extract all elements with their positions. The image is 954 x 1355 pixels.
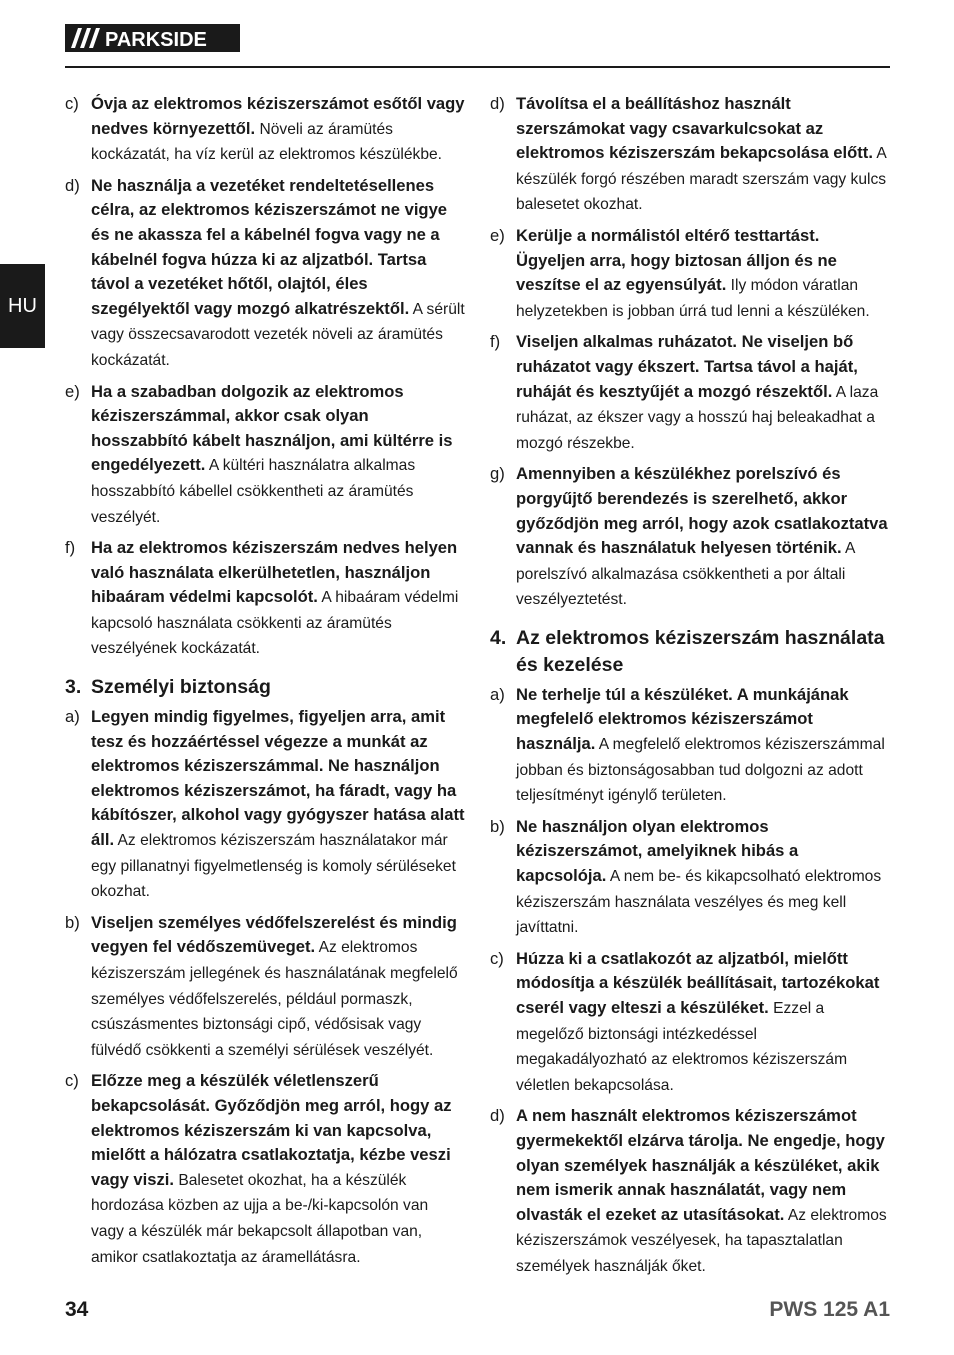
- page-footer: [65, 1298, 890, 1328]
- item-letter: g): [490, 464, 505, 484]
- item-letter: f): [65, 538, 76, 558]
- item-letter: d): [490, 1106, 505, 1126]
- item-bold-text: Legyen mindig figyelmes, figyeljen arra, amit tesz és hozzáértéssel végezze a munkát az elektromos kéziszerszámmal. Ne használjon elektromos kéziszerszámot, ha fáradt, vagy ha kábítószer, alkohol vagy gyógyszer hatása alatt áll.: [91, 707, 465, 850]
- list-item: [65, 536, 465, 662]
- item-letter: c): [65, 1071, 79, 1091]
- item-letter: a): [490, 684, 505, 704]
- item-letter: c): [65, 94, 79, 113]
- item-normal-text: A porelszívó alkalmazása csökkentheti a por általi veszélyeztetést.: [516, 540, 855, 609]
- item-normal-text: Balesetet okozhat, ha a készülék hordozása közben az ujja a be-/ki-kapcsolón van vagy a készülék már bekapcsolt állapotban van, amikor csatlakoztatja az áramellátásra.: [91, 1171, 429, 1266]
- model-name: PWS 125 A1: [769, 1298, 890, 1321]
- list-item: [490, 92, 890, 218]
- item-bold-text: Ha a szabadban dolgozik az elektromos kéziszerszámmal, akkor csak olyan hosszabbító kábelt használjon, ami kültérre is engedélyezett.: [91, 381, 453, 475]
- section-heading-3: [65, 674, 465, 701]
- item-bold-text: Ne használja a vezetéket rendeltetésellenes célra, az elektromos kéziszerszámot ne vigye és ne akassza fel a kábelnél fogva vagy ne a kábelnél fogva húzza ki az aljzatból. Tartsa távol a vezetéket hőtől, olajtól, éles szegélyektől vagy mozgó alkatrészektől.: [91, 175, 448, 318]
- item-bold-text: Viseljen személyes védőfelszerelést és mindig vegyen fel védőszemüveget.: [91, 912, 457, 957]
- language-tab: HU: [0, 264, 45, 348]
- item-normal-text: Az elektromos kéziszerszám használatakor már egy pillanatnyi figyelmetlenség is komoly sérüléseket okozhat.: [91, 832, 456, 901]
- item-bold-text: Ne terhelje túl a készüléket. A munkájának megfelelő elektromos kéziszerszámot használja.: [516, 684, 849, 754]
- section-number: 3.: [65, 676, 82, 699]
- item-letter: b): [490, 816, 505, 836]
- item-bold-text: Óvja az elektromos kéziszerszámot esőtől vagy nedves környezettől.: [91, 94, 465, 138]
- item-bold-text: Húzza ki a csatlakozót az aljzatból, mielőtt módosítja a készülék beállításait, tartozékokat cserél vagy elteszi a készüléket.: [516, 948, 880, 1017]
- list-item: [490, 947, 890, 1099]
- list-item: [65, 1069, 465, 1270]
- item-normal-text: A sérült vagy összecsavarodott vezeték növeli az áramütés kockázatát.: [91, 300, 465, 369]
- list-item: [65, 911, 465, 1064]
- item-letter: b): [65, 912, 80, 932]
- item-letter: f): [490, 332, 501, 352]
- item-letter: e): [65, 381, 80, 401]
- item-normal-text: Ily módon váratlan helyzetekben is jobban úrrá tud lenni a készüléken.: [516, 277, 870, 320]
- list-item: [490, 330, 890, 456]
- section-number: 4.: [490, 626, 507, 649]
- page-number: 34: [65, 1298, 89, 1321]
- item-normal-text: Ezzel a megelőző biztonsági intézkedéssel megakadályozható az elektromos kéziszerszám véletlen bekapcsolása.: [516, 1000, 848, 1094]
- item-normal-text: Növeli az áramütés kockázatát, ha víz kerül az elektromos készülékbe.: [91, 120, 443, 164]
- item-bold-text: A nem használt elektromos kéziszerszámot gyermekektől elzárva tárolja. Ne engedje, hogy olyan személyek használják a készüléket, akik nem ismerik annak használatát, vagy nem olvasták el ezeket az utasításokat.: [516, 1106, 885, 1224]
- item-letter: c): [490, 948, 504, 968]
- item-normal-text: Az elektromos kéziszerszám jellegének és használatának megfelelő személyes védőfelszerelés, például pormaszk, csúszásmentes biztonsági cipő, védősisak vagy fülvédő csökkenti a személyi sérülések veszélyét.: [91, 939, 458, 1059]
- svg-text:PARKSIDE: PARKSIDE: [105, 29, 207, 51]
- item-letter: e): [490, 225, 505, 245]
- section-heading-4: [490, 625, 890, 679]
- item-bold-text: Előzze meg a készülék véletlenszerű bekapcsolását. Győződjön meg arról, hogy az elektromos kéziszerszám ki van kapcsolva, mielőtt a hálózatra csatlakoztatja, kézbe veszi vagy viszi.: [91, 1071, 452, 1189]
- header-rule: [65, 66, 890, 68]
- item-normal-text: A kültéri használatra alkalmas hosszabbító kábellel csökkentheti az áramütés veszélyét.: [91, 457, 416, 526]
- list-item: [65, 705, 465, 905]
- right-column: [490, 92, 890, 1286]
- item-bold-text: Amennyiben a készülékhez porelszívó és porgyűjtő berendezés is szerelhető, akkor győződjön meg arról, hogy azok csatlakoztatva vannak és használatuk helyesen történik.: [516, 464, 888, 558]
- list-item: [65, 92, 465, 168]
- list-item: [65, 174, 465, 374]
- item-letter: d): [65, 175, 80, 195]
- list-item: [490, 683, 890, 809]
- list-item: [65, 380, 465, 531]
- section-title: Személyi biztonság: [91, 676, 271, 699]
- item-normal-text: A hibaáram védelmi kapcsoló használata csökkenti az áramütés veszélyének kockázatát.: [91, 589, 459, 658]
- item-normal-text: A laza ruházat, az ékszer vagy a hosszú haj beleakadhat a mozgó részekbe.: [516, 383, 879, 452]
- page-header: [65, 20, 890, 68]
- item-letter: d): [490, 94, 505, 113]
- left-column: [65, 92, 465, 1276]
- parkside-logo: [65, 24, 240, 52]
- item-normal-text: A készülék forgó részében maradt szerszám vagy kulcs balesetet okozhat.: [516, 145, 887, 214]
- item-bold-text: Ha az elektromos kéziszerszám nedves helyen való használata elkerülhetetlen, használjon hibaáram védelmi kapcsolót.: [91, 538, 458, 607]
- list-item: [490, 462, 890, 613]
- section-title: Az elektromos kéziszerszám használata és kezelése: [516, 626, 885, 676]
- list-item: [490, 1104, 890, 1279]
- item-normal-text: A megfelelő elektromos kéziszerszámmal jobban és biztonságosabban tud dolgozni az adott teljesítményt igénylő területen.: [516, 736, 885, 805]
- list-item: [490, 224, 890, 324]
- item-bold-text: Ne használjon olyan elektromos kéziszerszámot, amelyiknek hibás a kapcsolója.: [516, 816, 799, 886]
- item-bold-text: Viseljen alkalmas ruházatot. Ne viseljen bő ruházatot vagy ékszert. Tartsa távol a haját, ruháját és kesztyűjét a mozgó részektől.: [516, 332, 858, 401]
- item-letter: a): [65, 707, 80, 727]
- list-item: [490, 815, 890, 941]
- item-bold-text: Kerülje a normálistól eltérő testtartást. Ügyeljen arra, hogy biztosan álljon és ne veszítse el az egyensúlyát.: [516, 225, 837, 295]
- item-normal-text: Az elektromos kéziszerszámok veszélyesek, ha tapasztalatlan személyek használják őket.: [516, 1206, 887, 1275]
- item-normal-text: A nem be- és kikapcsolható elektromos kéziszerszám használata veszélyes és meg kell javíttatni.: [516, 868, 882, 937]
- item-bold-text: Távolítsa el a beállításhoz használt szerszámokat vagy csavarkulcsokat az elektromos kéziszerszám bekapcsolása előtt.: [516, 94, 873, 163]
